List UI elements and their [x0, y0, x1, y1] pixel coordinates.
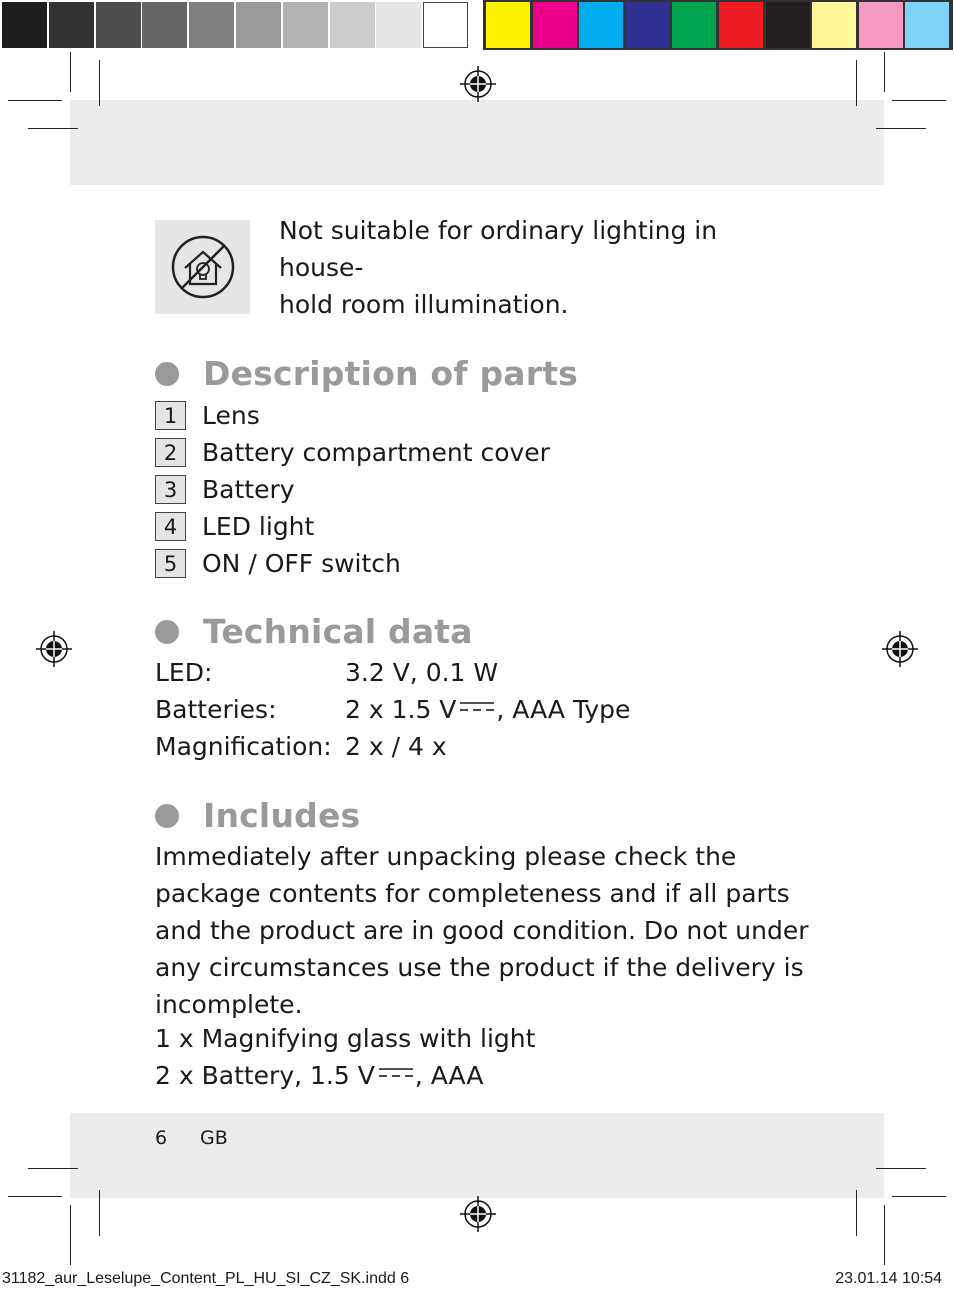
gray-swatch: [423, 2, 468, 48]
gray-swatch: [283, 2, 328, 48]
list-item: [155, 434, 550, 471]
warning-icon-box: [155, 220, 250, 314]
slug-filename: 31182_aur_Leselupe_Content_PL_HU_SI_CZ_SK.indd 6: [2, 1270, 410, 1287]
gray-swatch: [236, 2, 281, 48]
footer-band: [70, 1113, 884, 1198]
section-heading: Description of parts: [203, 354, 579, 393]
gray-swatch: [49, 2, 94, 48]
registration-mark-icon: [34, 629, 74, 669]
color-swatch: [533, 2, 577, 48]
list-item: [155, 397, 550, 434]
tech-value: 2 x / 4 x: [345, 732, 447, 761]
parts-list: [155, 397, 550, 582]
tech-label: LED:: [155, 658, 213, 687]
table-row: [155, 728, 630, 765]
tech-value: 3.2 V, 0.1 W: [345, 658, 499, 687]
gray-swatch: [376, 2, 421, 48]
slug-datetime: 23.01.14 10:54: [835, 1270, 942, 1287]
gray-swatch: [2, 2, 47, 48]
list-item: [155, 471, 550, 508]
section-bullet: [155, 362, 179, 386]
registration-mark-icon: [880, 629, 920, 669]
color-swatch: [672, 2, 716, 48]
section-includes: [155, 796, 360, 835]
dc-symbol-icon: [460, 701, 494, 713]
part-label: Battery: [202, 475, 295, 504]
list-item: [155, 545, 550, 582]
part-number: 3: [155, 475, 186, 504]
header-band: [70, 100, 884, 185]
warning-text: Not suitable for ordinary lighting in house- hold room illumination.: [279, 216, 718, 319]
color-swatch: [626, 2, 670, 48]
color-swatch: [766, 2, 810, 48]
registration-mark-icon: [458, 1194, 498, 1234]
section-description-of-parts: [155, 354, 578, 393]
page-number: 6: [155, 1127, 168, 1149]
section-heading: Technical data: [203, 612, 473, 651]
table-row: [155, 691, 630, 728]
tech-value: 2 x 1.5 V , AAA Type: [345, 695, 631, 724]
section-bullet: [155, 620, 179, 644]
part-label: LED light: [202, 512, 315, 541]
list-item: 2 x Battery, 1.5 V , AAA: [155, 1061, 484, 1090]
color-swatch: [486, 2, 530, 48]
registration-mark-icon: [458, 64, 498, 104]
section-technical-data: [155, 612, 473, 651]
gray-swatch: [96, 2, 141, 48]
color-swatch: [905, 2, 949, 48]
gray-swatch: [330, 2, 375, 48]
tech-label: Batteries:: [155, 695, 277, 724]
no-household-lighting-icon: [168, 232, 238, 302]
language-code: GB: [200, 1127, 228, 1149]
list-item: 1 x Magnifying glass with light: [155, 1024, 536, 1053]
color-swatch: [719, 2, 763, 48]
color-swatch: [812, 2, 856, 48]
section-bullet: [155, 804, 179, 828]
part-label: Battery compartment cover: [202, 438, 550, 467]
includes-paragraph: Immediately after unpacking please check the package contents for completeness and if all parts and the product are in good condition. Do not under any circumstances use the product if the delivery is incomplete.: [155, 842, 809, 1019]
color-swatch: [579, 2, 623, 48]
includes-list: [155, 1020, 535, 1094]
gray-swatch: [142, 2, 187, 48]
technical-table: [155, 654, 630, 765]
section-heading: Includes: [203, 796, 361, 835]
part-number: 2: [155, 438, 186, 467]
gray-swatch: [189, 2, 234, 48]
table-row: [155, 654, 630, 691]
part-number: 1: [155, 401, 186, 430]
tech-label: Magnification:: [155, 732, 332, 761]
list-item: [155, 508, 550, 545]
part-number: 4: [155, 512, 186, 541]
part-label: Lens: [202, 401, 260, 430]
part-number: 5: [155, 549, 186, 578]
color-swatch: [859, 2, 903, 48]
part-label: ON / OFF switch: [202, 549, 401, 578]
dc-symbol-icon: [379, 1067, 413, 1079]
